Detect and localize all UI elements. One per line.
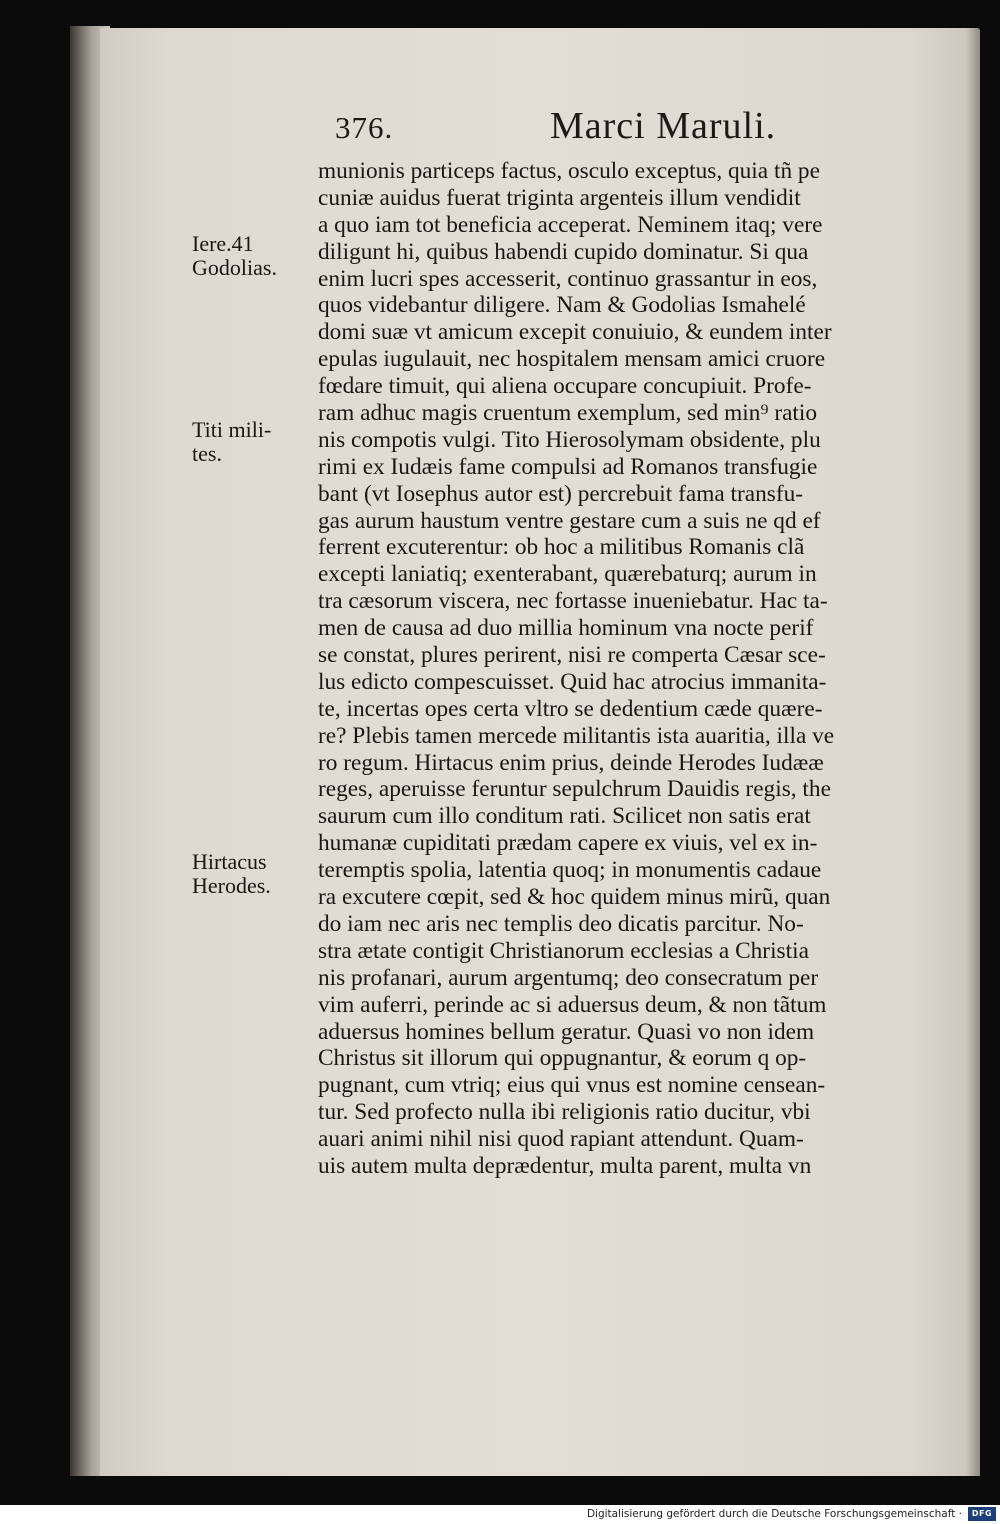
text-line: ro regum. Hirtacus enim prius, deinde Herodes Iudææ [318, 749, 824, 776]
text-line: auari animi nihil nisi quod rapiant attendunt. Quam- [318, 1126, 804, 1153]
text-line: quos videbantur diligere. Nam & Godolias Ismahelé [318, 292, 806, 319]
text-line: munionis particeps factus, osculo exceptus, quia tñ pe [318, 158, 820, 184]
text-line: fœdare timuit, qui aliena occupare concupiuit. Profe- [318, 373, 812, 400]
text-line: nis profanari, aurum argentumq; deo consecratum per [318, 964, 819, 991]
text-line: cuniæ auidus fuerat triginta argenteis illum vendidit [318, 184, 801, 211]
text-line: lus edicto compescuisset. Quid hac atrocius immanita- [318, 668, 827, 695]
text-line: uis autem multa deprædentur, multa parent, multa vn [318, 1152, 812, 1179]
margin-note-iere-godolias [192, 232, 277, 280]
text-line: ferrent excuterentur: ob hoc a militibus Romanis clã [318, 534, 805, 561]
dfg-logo: DFG [968, 1507, 996, 1521]
margin-note-hirtacus-herodes [192, 850, 271, 898]
margin-note-line: Hirtacus [192, 849, 267, 874]
margin-note-line: Herodes. [192, 873, 271, 898]
text-line: saurum cum illo conditum rati. Scilicet non satis erat [318, 803, 811, 830]
text-line: reges, aperuisse feruntur sepulchrum Dauidis regis, the [318, 776, 831, 803]
text-line: nis compotis vulgi. Tito Hierosolymam obsidente, plu [318, 426, 821, 453]
text-line: ram adhuc magis cruentum exemplum, sed min⁹ ratio [318, 400, 818, 427]
footer-bar [0, 1505, 1000, 1524]
body-text [318, 158, 978, 1180]
margin-note-line: Titi mili- [192, 417, 272, 442]
text-line: humanæ cupiditati prædam capere ex viuis, vel ex in- [318, 830, 818, 857]
text-line: epulas iugulauit, nec hospitalem mensam amici cruore [318, 346, 826, 373]
margin-note-line: Godolias. [192, 255, 277, 280]
text-line: Christus sit illorum qui oppugnantur, & eorum q op- [318, 1045, 807, 1072]
text-line: aduersus homines bellum geratur. Quasi vo non idem [318, 1018, 815, 1045]
text-line: a quo iam tot beneficia acceperat. Neminem itaq; vere [318, 211, 823, 238]
text-line: gas aurum haustum ventre gestare cum a suis ne qd ef [318, 507, 821, 534]
running-head: Marci Maruli. [550, 105, 777, 147]
text-line: excepti laniatiq; exenterabant, quærebaturq; aurum in [318, 561, 817, 588]
text-line: re? Plebis tamen mercede militantis ista auaritia, illa ve [318, 722, 835, 749]
text-line: se constat, plures perirent, nisi re comperta Cæsar sce- [318, 642, 826, 669]
text-line: do iam nec aris nec templis deo dicatis parcitur. No- [318, 910, 804, 937]
text-line: tra cæsorum viscera, nec fortasse inueniebatur. Hac ta- [318, 588, 828, 615]
page-header [335, 104, 975, 154]
margin-note-line: Iere.41 [192, 231, 254, 256]
text-line: pugnant, cum vtriq; eius qui vnus est nomine censean- [318, 1072, 826, 1099]
text-line: diligunt hi, quibus habendi cupido dominatur. Si qua [318, 238, 809, 265]
margin-note-titi-milites [192, 418, 271, 466]
text-line: ra excutere cœpit, sed & hoc quidem minus mirũ, quan [318, 884, 831, 911]
text-line: rimi ex Iudæis fame compulsi ad Romanos transfugie [318, 453, 818, 480]
text-line: teremptis spolia, latentia quoq; in monumentis cadaue [318, 857, 822, 884]
text-line: tur. Sed profecto nulla ibi religionis ratio ducitur, vbi [318, 1099, 811, 1126]
text-line: enim lucri spes accesserit, continuo grassantur in eos, [318, 265, 818, 292]
margin-note-line: tes. [192, 441, 222, 466]
text-line: bant (vt Iosephus autor est) percrebuit fama transfu- [318, 480, 804, 507]
text-line: vim auferri, perinde ac si aduersus deum, & non tãtum [318, 991, 827, 1018]
text-line: te, incertas opes certa vltro se dedentium cæde quære- [318, 695, 823, 722]
text-line: stra ætate contigit Christianorum ecclesias a Christia [318, 937, 809, 964]
footer-credit: Digitalisierung gefördert durch die Deutsche Forschungsgemeinschaft · [586, 1508, 962, 1520]
text-line: men de causa ad duo millia hominum vna nocte perif [318, 615, 814, 642]
text-line: domi suæ vt amicum excepit conuiuio, & eundem inter [318, 319, 832, 346]
page-number: 376. [335, 110, 394, 145]
